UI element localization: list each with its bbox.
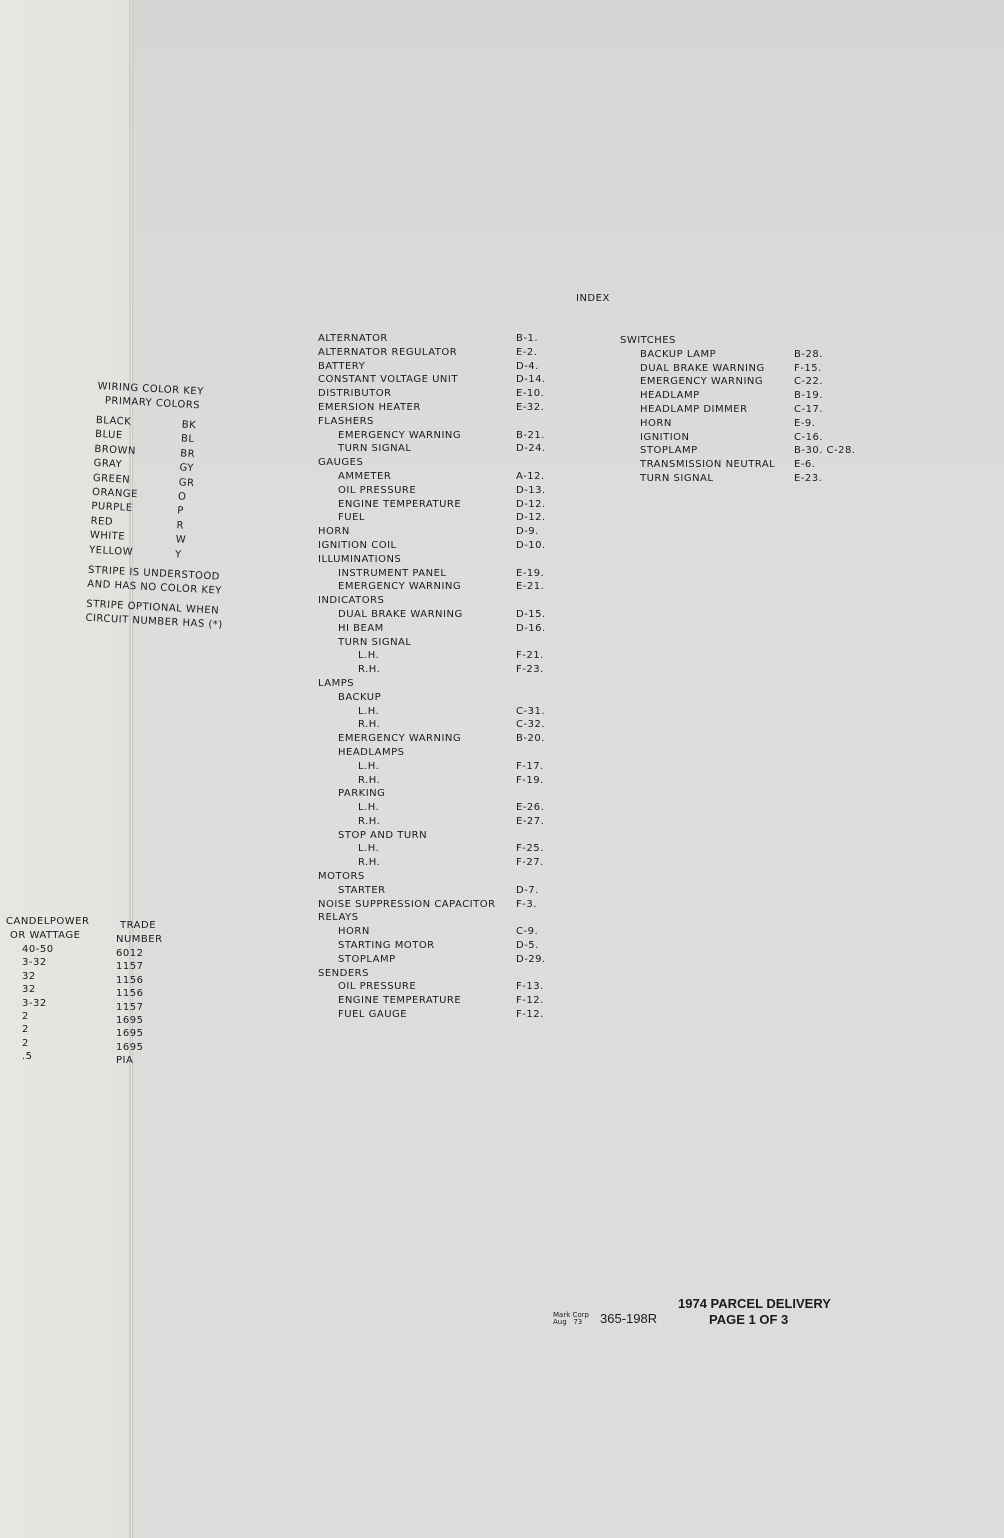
color-name: ORANGE [91,486,139,501]
index-entry [318,332,578,346]
index-entry-ref: E-9. [794,417,816,429]
index-entry-label: L.H. [358,650,380,662]
trade-number-value: 6012 [116,948,144,959]
index-entry-ref: D-4. [516,360,539,372]
index-entry [620,417,880,431]
index-entry-label: HEADLAMPS [338,746,405,758]
index-entry-label: OIL PRESSURE [338,981,417,993]
index-entry-ref: B-20. [516,733,545,745]
index-entry [318,429,578,443]
index-entry-label: TURN SIGNAL [640,472,714,484]
index-entry [318,498,578,512]
index-list [318,332,578,1022]
index-entry [318,884,578,898]
index-entry-label: EMERGENCY WARNING [640,376,764,388]
stripe-note-1-line-2: AND HAS NO COLOR KEY [87,578,223,597]
color-code: Y [174,548,182,561]
index-entry [318,608,578,622]
index-entry [318,801,578,815]
color-code: GR [178,476,195,489]
index-entry-label: STOPLAMP [640,445,698,457]
index-entry-ref: F-27. [516,857,544,869]
candlepower-value: 32 [22,970,36,982]
index-entry-label: ENGINE TEMPERATURE [338,995,462,1007]
index-entry-ref: B-30. C-28. [794,445,856,457]
index-entry-ref: F-19. [516,774,544,786]
index-entry-ref: B-28. [794,348,823,360]
footer-mark-line-1: Mark Corp [553,1311,589,1319]
index-entry [318,760,578,774]
index-entry [318,842,578,856]
index-entry [318,994,578,1008]
trade-number-value: 1695 [116,1014,144,1026]
candlepower-value: 32 [22,984,36,996]
color-name: BLACK [95,414,132,428]
color-code: O [177,491,187,503]
stripe-note-1 [87,564,226,599]
index-entry [318,953,578,967]
index-entry-label: ALTERNATOR [318,333,388,344]
index-entry [318,553,578,567]
index-entry-ref: E-23. [794,472,823,484]
color-name: WHITE [89,529,126,543]
index-entry-ref: F-3. [516,898,537,910]
color-name: GREEN [92,472,131,486]
index-entry-ref: E-19. [516,567,545,579]
index-title: INDEX [576,293,610,304]
index-entry [318,746,578,760]
index-entry-ref: D-9. [516,526,539,538]
index-entry [318,456,578,470]
index-entry-label: INDICATORS [318,595,385,607]
index-entry-ref: A-12. [516,470,545,482]
index-entry-label: MOTORS [318,871,365,883]
index-entry-label: DISTRIBUTOR [318,388,392,400]
index-entry-ref: E-2. [516,346,538,358]
index-entry-ref: C-31. [516,705,545,717]
index-entry [318,677,578,691]
index-entry-label: TURN SIGNAL [338,443,412,455]
color-rows [89,414,234,565]
index-entry [318,691,578,705]
index-entry [318,718,578,732]
color-code: BK [181,419,197,432]
index-entry-ref: F-25. [516,843,544,855]
footer-title: 1974 PARCEL DELIVERY [678,1296,831,1311]
stripe-note-2-line-1: STRIPE OPTIONAL WHEN [85,598,220,617]
trade-number-value: 1157 [116,1001,144,1013]
index-entry-label: R.H. [358,719,381,731]
index-entry [318,870,578,884]
index-entry-ref: F-13. [516,981,544,993]
index-entry-label: EMERGENCY WARNING [338,581,462,593]
index-entry [620,375,880,389]
index-entry [318,911,578,925]
index-entry-ref: D-24. [516,443,546,455]
index-entry [318,580,578,594]
index-entry-label: GAUGES [318,457,364,469]
stripe-note-1-line-1: STRIPE IS UNDERSTOOD [87,564,221,583]
index-entry-ref: D-12. [516,512,546,524]
index-entry-ref: F-23. [516,664,544,676]
candlepower-header-1: CANDELPOWER [6,916,90,927]
index-entry-label: R.H. [358,857,381,869]
index-entry [318,360,578,374]
index-entry-ref: D-15. [516,608,546,620]
index-entry-ref: F-12. [516,1009,544,1021]
candlepower-value: 2 [22,1010,29,1022]
index-entry-label: FUEL [338,512,365,524]
index-entry-ref: C-17. [794,403,823,415]
index-entry [318,373,578,387]
index-entry [318,387,578,401]
index-entry-label: HORN [640,417,672,429]
color-code: W [175,534,187,546]
color-name: BLUE [94,429,123,442]
index-entry-ref: D-16. [516,622,546,634]
index-entry [318,636,578,650]
index-entry [620,334,880,348]
fold-line [129,0,131,1538]
index-entry [318,539,578,553]
index-entry-label: DUAL BRAKE WARNING [338,608,463,620]
index-entry-label: ENGINE TEMPERATURE [338,498,462,510]
index-entry-label: L.H. [358,760,380,772]
index-entry-label: SWITCHES [620,335,676,346]
index-entry [318,732,578,746]
index-entry [318,898,578,912]
color-code: R [176,520,185,532]
index-entry-ref: F-17. [516,760,544,772]
wiring-key-title: WIRING COLOR KEY [97,380,205,398]
index-entry-label: STOPLAMP [338,953,396,965]
index-entry-label: CONSTANT VOLTAGE UNIT [318,374,458,386]
index-entry [318,1008,578,1022]
index-entry-ref: E-26. [516,802,545,814]
index-entry [318,442,578,456]
index-entry-label: ALTERNATOR REGULATOR [318,346,458,358]
candlepower-value: 2 [22,1037,29,1049]
footer-page: PAGE 1 OF 3 [709,1312,789,1327]
index-entry-ref: B-1. [516,333,539,344]
index-entry-ref: D-7. [516,884,539,896]
trade-header-1: TRADE [120,920,157,931]
index-entry-ref: E-10. [516,388,545,400]
index-entry-label: R.H. [358,664,381,676]
trade-number-value: 1695 [116,1041,144,1053]
wiring-color-key [85,380,235,633]
color-name: YELLOW [88,544,134,558]
index-entry-ref: B-21. [516,429,545,441]
index-entry [620,403,880,417]
index-entry [318,925,578,939]
index-entry-ref: D-13. [516,484,546,496]
candlepower-column [6,915,89,1064]
index-entry [318,967,578,981]
color-name: GRAY [93,458,123,471]
index-entry-ref: E-27. [516,815,545,827]
candlepower-values [6,943,89,1064]
trade-number-column [116,919,163,1068]
trade-number-value: 1695 [116,1028,144,1040]
index-entry-label: ILLUMINATIONS [318,553,402,565]
index-entry [318,594,578,608]
candlepower-value: 3-32 [22,997,47,1009]
index-entry-label: SENDERS [318,967,369,979]
index-entry-label: HEADLAMP DIMMER [640,403,748,415]
index-entry-label: INSTRUMENT PANEL [338,567,447,579]
index-entry [318,829,578,843]
index-entry-ref: D-29. [516,953,546,965]
index-entry-label: PARKING [338,788,386,800]
index-entry [318,567,578,581]
trade-number-value: 1156 [116,988,144,1000]
trade-header-2: NUMBER [116,934,163,945]
index-entry [620,472,880,486]
index-entry-label: NOISE SUPPRESSION CAPACITOR [318,898,496,910]
index-entry [620,348,880,362]
index-entry-ref: D-14. [516,374,546,386]
index-entry [620,362,880,376]
switches-list [620,334,880,486]
index-entry [318,774,578,788]
index-entry-label: HORN [318,526,350,538]
index-entry-label: FLASHERS [318,415,374,427]
candlepower-value: 2 [22,1024,29,1036]
index-entry [318,415,578,429]
color-code: P [176,505,185,518]
index-entry-label: EMERSION HEATER [318,401,421,413]
index-entry [318,401,578,415]
index-entry-ref: E-21. [516,581,545,593]
index-entry-label: IGNITION COIL [318,539,397,551]
index-entry-label: OIL PRESSURE [338,484,417,496]
index-entry [318,705,578,719]
index-entry-ref: E-32. [516,401,545,413]
footer-mark-line-2: Aug 73 [553,1318,583,1326]
footer-mark [553,1312,589,1326]
index-entry [620,458,880,472]
stripe-note-2-line-2: CIRCUIT NUMBER HAS (*) [85,612,223,631]
index-entry-label: BATTERY [318,360,366,372]
footer-doc-number: 365-198R [600,1311,658,1326]
index-entry-ref: F-15. [794,362,822,374]
index-entry-ref: C-32. [516,719,545,731]
index-entry [318,939,578,953]
index-entry-ref: C-22. [794,376,823,388]
trade-number-value: 1157 [116,961,144,973]
index-entry-label: TURN SIGNAL [338,636,412,648]
color-name: RED [90,515,114,528]
index-entry-label: L.H. [358,843,380,855]
index-entry-label: HORN [338,926,370,938]
index-entry-label: L.H. [358,705,380,717]
wiring-key-subtitle: PRIMARY COLORS [104,395,201,412]
color-name: BROWN [94,443,137,457]
index-entry-ref: D-5. [516,940,539,952]
index-entry [318,622,578,636]
index-entry-label: L.H. [358,802,380,814]
index-entry-label: EMERGENCY WARNING [338,429,462,441]
index-entry-label: R.H. [358,815,381,827]
index-entry [318,980,578,994]
index-entry-label: BACKUP LAMP [640,348,717,360]
index-entry-ref: E-6. [794,459,816,471]
index-entry-label: LAMPS [318,677,355,689]
index-entry-label: R.H. [358,774,381,786]
color-name: PURPLE [91,501,133,515]
candlepower-header-2: OR WATTAGE [10,930,81,941]
candlepower-value: 40-50 [22,944,54,955]
color-code: BL [180,433,195,446]
color-code: BR [179,448,196,460]
index-entry [620,389,880,403]
index-entry [318,346,578,360]
trade-number-values [116,947,163,1068]
index-entry-label: HEADLAMP [640,390,700,402]
index-entry-ref: C-16. [794,431,823,443]
index-entry-ref: B-19. [794,390,823,402]
candlepower-value: .5 [22,1051,33,1063]
trade-number-value: 1156 [116,974,144,986]
index-entry-label: FUEL GAUGE [338,1009,408,1021]
index-entry-ref: D-12. [516,498,546,510]
index-entry-label: STOP AND TURN [338,829,428,841]
index-entry [318,525,578,539]
index-entry [620,431,880,445]
index-entry-label: HI BEAM [338,622,384,634]
index-entry [318,649,578,663]
index-entry [318,856,578,870]
index-entry-ref: D-10. [516,539,546,551]
index-entry-label: DUAL BRAKE WARNING [640,362,765,374]
index-entry-label: IGNITION [640,431,690,443]
index-entry-ref: F-21. [516,650,544,662]
index-entry [318,787,578,801]
index-entry-label: STARTER [338,884,386,896]
index-entry-label: RELAYS [318,912,359,924]
index-entry [318,663,578,677]
index-entry-label: TRANSMISSION NEUTRAL [640,459,776,471]
index-entry-label: AMMETER [338,470,392,482]
index-entry-ref: F-12. [516,995,544,1007]
index-entry-label: EMERGENCY WARNING [338,733,462,745]
trade-number-value: PIA [116,1055,134,1067]
candlepower-value: 3-32 [22,957,47,969]
index-entry [318,470,578,484]
index-entry [318,484,578,498]
index-entry [318,511,578,525]
index-entry-label: STARTING MOTOR [338,940,435,952]
color-code: GY [179,462,195,475]
index-entry-ref: C-9. [516,926,539,938]
index-entry [620,444,880,458]
index-entry-label: BACKUP [338,691,382,703]
index-entry [318,815,578,829]
